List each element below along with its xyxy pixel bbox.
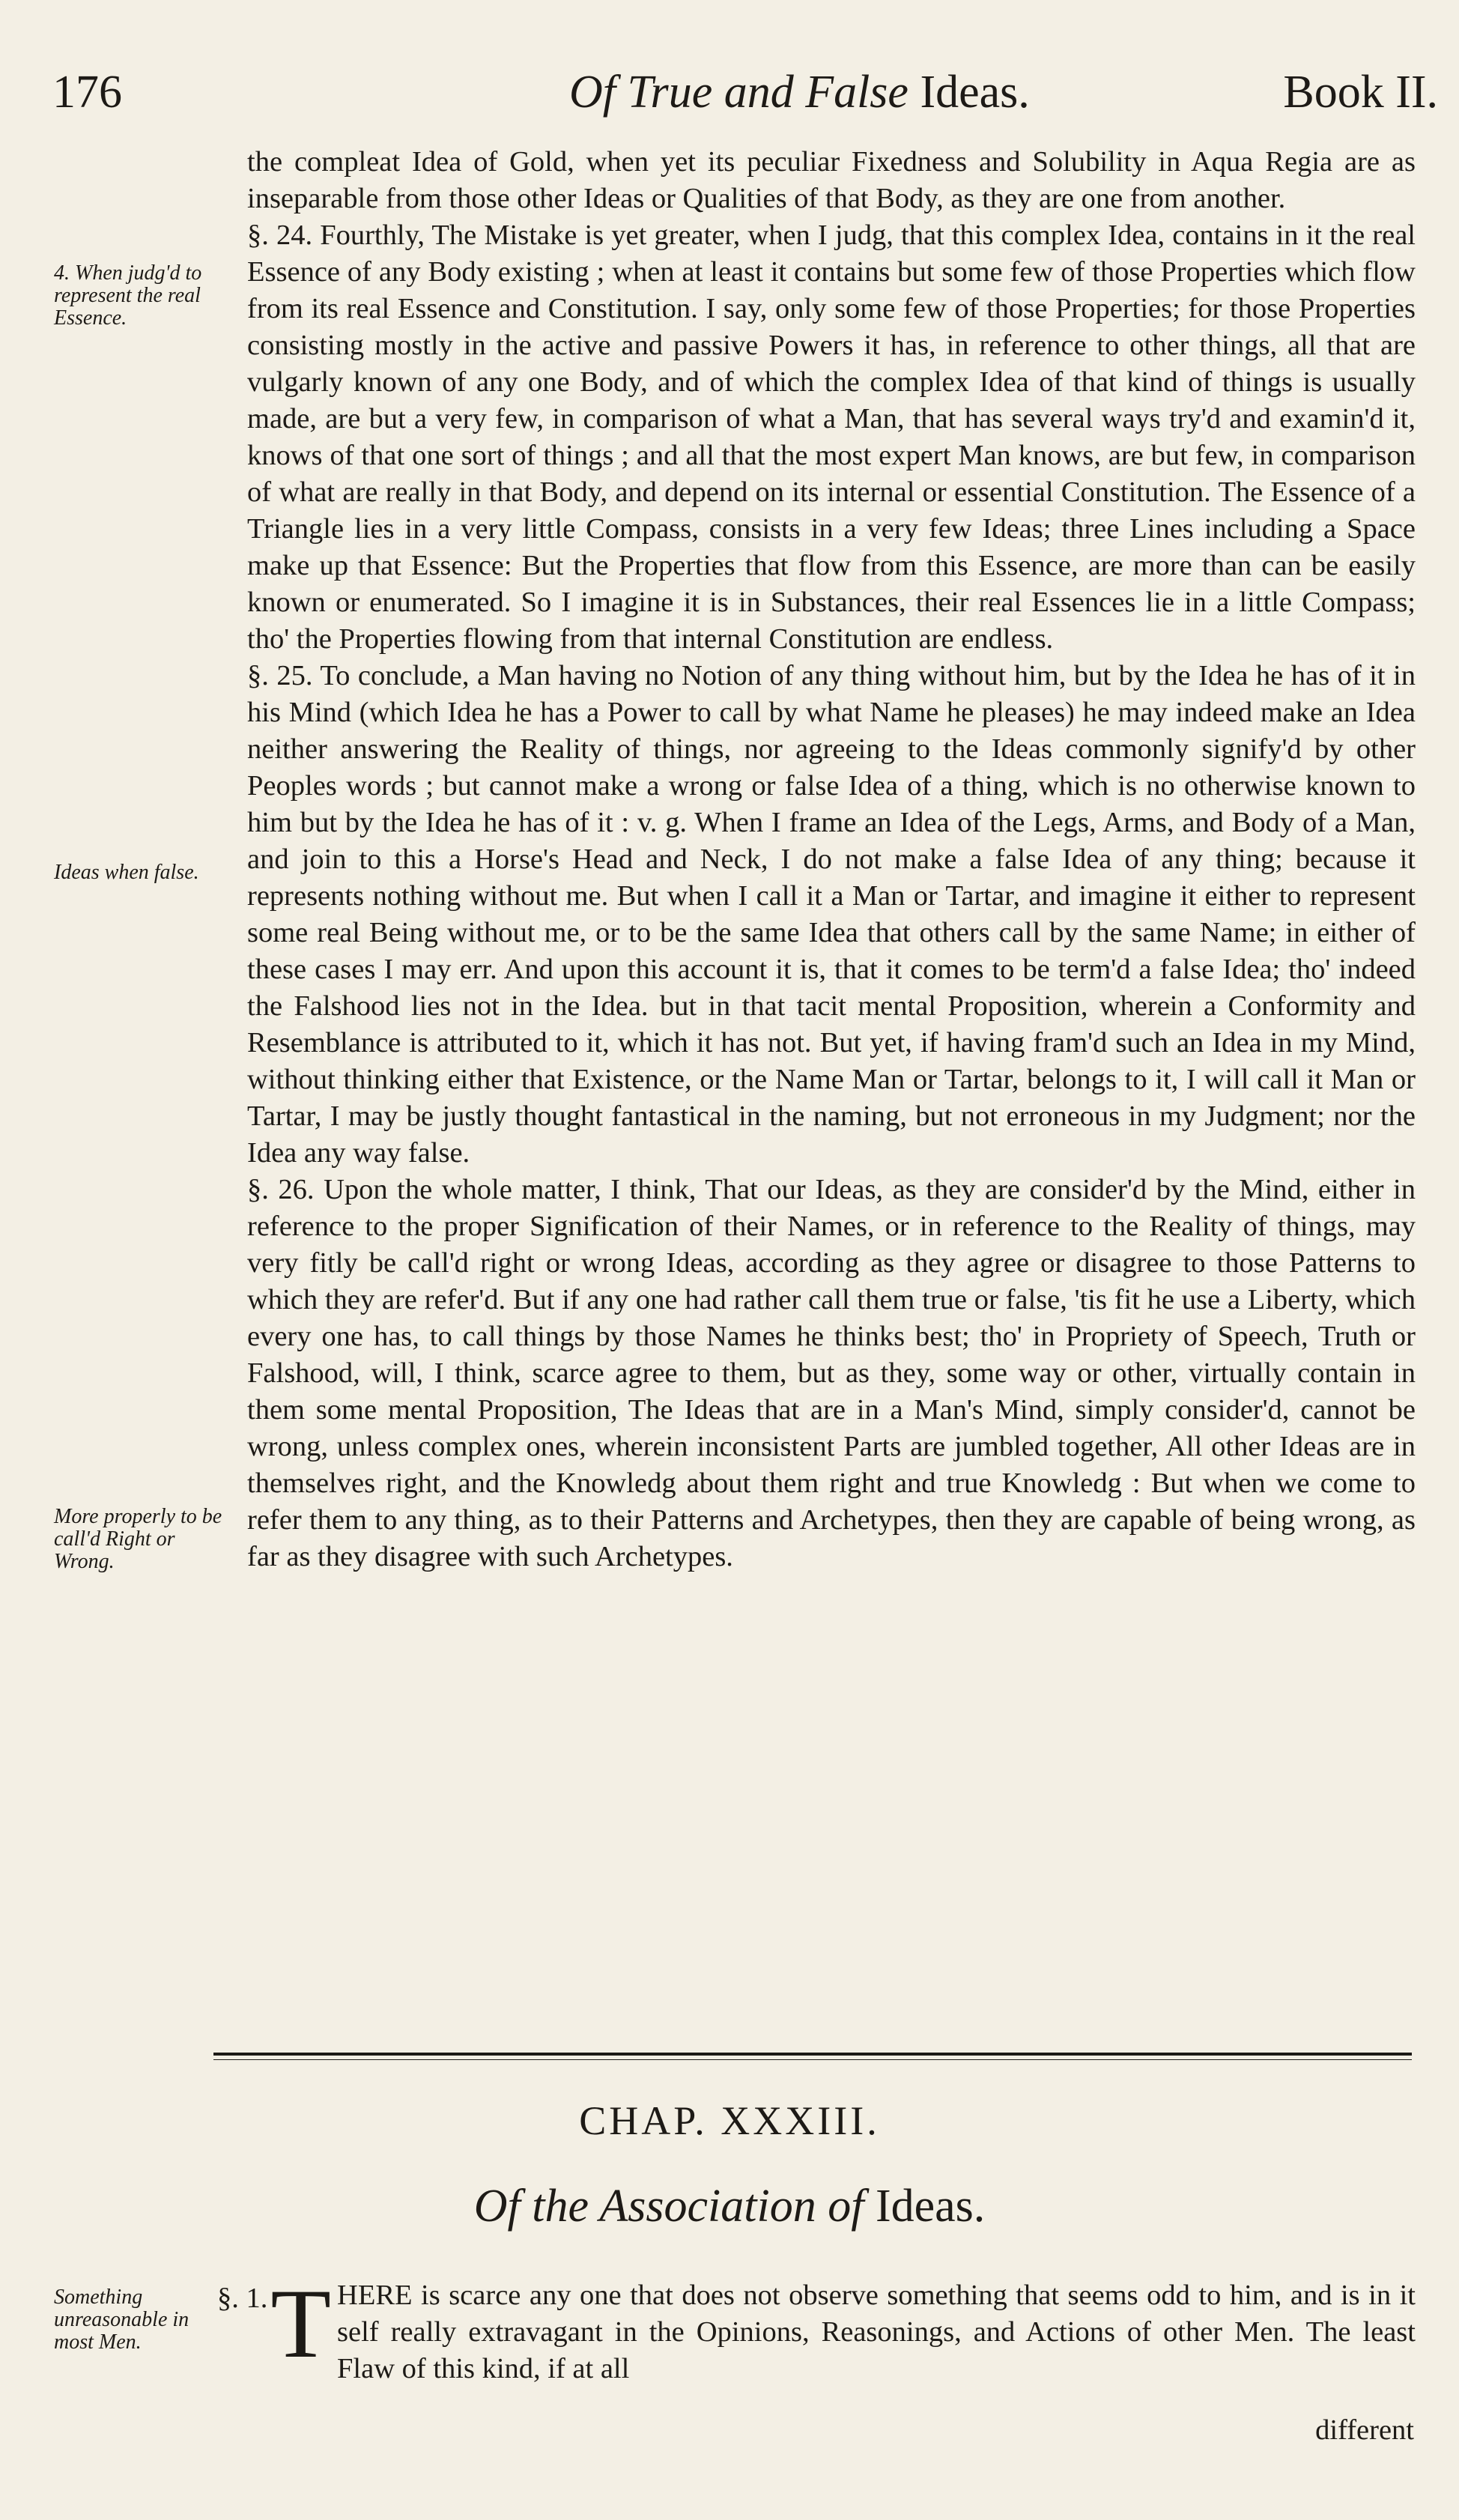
margin-note-unreasonable: Something unreasonable in most Men. — [54, 2286, 189, 2354]
chapter-title: CHAP. XXXIII. — [579, 2098, 880, 2143]
page-number: 176 — [52, 67, 122, 118]
running-title-roman: Ideas. — [908, 67, 1030, 118]
margin-note-right-wrong: More properly to be call'd Right or Wrong. — [54, 1505, 222, 1573]
running-title-italic: Of True and False — [569, 67, 909, 118]
margin-note-essence: 4. When judg'd to represent the real Essence. — [54, 261, 202, 330]
drop-cap: T — [270, 2268, 332, 2378]
chapter-subtitle-italic: Of the Association of — [473, 2181, 864, 2232]
paragraph-continuation: the compleat Idea of Gold, when yet its peculiar Fixedness and Solubility in Aqua Regia are as inseparable from those other Ideas or Qualities of that Body, as they are one from another. — [247, 146, 1416, 214]
section-mark: §. 1. — [217, 2283, 268, 2314]
paragraph-section-25: §. 25. To conclude, a Man having no Notion of any thing without him, but by the Idea he has of it in his Mind (which Idea he has a Power to call by what Name he pleases) he may indeed make an Idea neither answering the Reality of things, nor agreeing to the Ideas commonly signify'd by other Peoples words ; but cannot make a wrong or false Idea of a thing, which is no otherwise known to him but by the Idea he has of it : v. g. When I frame an Idea of the Legs, Arms, and Body of a Man, and join to this a Horse's Head and Neck, I do not make a false Idea of any thing; because it represents nothing without me. But when I call it a Man or Tartar, and imagine it either to represent some real Being without me, or to be the same Idea that others call by the same Name; in either of these cases I may err. And upon this account it is, that it comes to be term'd a false Idea; tho' indeed the Falshood lies not in the Idea. but in that tacit mental Proposition, wherein a Conformity and Resemblance is attributed to it, which it has not. But yet, if having fram'd such an Idea in my Mind, without thinking either that Existence, or the Name Man or Tartar, belongs to it, I will call it Man or Tartar, I may be justly thought fantastical in the naming, but not erroneous in my Judgment; nor the Idea any way false. — [247, 660, 1416, 1169]
paragraph-section-26: §. 26. Upon the whole matter, I think, That our Ideas, as they are consider'd by the Mind, either in reference to the proper Signification of their Names, or in reference to the Reality of things, may very fitly be call'd right or wrong Ideas, according as they agree or disagree to those Patterns to which they are refer'd. But if any one had rather call them true or false, 'tis fit he use a Liberty, which every one has, to call things by those Names he thinks best; tho' in Propriety of Speech, Truth or Falshood, will, I think, scarce agree to them, but as they, some way or other, virtually contain in them some mental Proposition, The Ideas that are in a Man's Mind, simply consider'd, cannot be wrong, unless complex ones, wherein inconsistent Parts are jumbled together, All other Ideas are in themselves right, and the Knowledg about them right and true Knowledg : But when we come to refer them to any thing, as to their Patterns and Archetypes, then they are capable of being wrong, as far as they disagree with such Archetypes. — [247, 1174, 1416, 1572]
chapter-divider-thick — [213, 2053, 1412, 2056]
chapter-subtitle-roman: Ideas. — [864, 2181, 986, 2232]
opening-text: HERE is scarce any one that does not observe something that seems odd to him, and is in it self really extravagant in the Opinions, Reasonings, and Actions of other Men. The least Flaw of this kind, if at all — [337, 2280, 1416, 2384]
page-header — [52, 66, 1438, 133]
running-title — [569, 66, 1030, 119]
chapter-opening-paragraph — [217, 2268, 1416, 2387]
paragraph-section-24: §. 24. Fourthly, The Mistake is yet greater, when I judg, that this complex Idea, contains in it the real Essence of any Body existing ; when at least it contains but some few of those Properties which flow from its real Essence and Constitution. I say, only some few of those Properties; for those Properties consisting mostly in the active and passive Powers it has, in reference to other things, all that are vulgarly known of any one Body, and of which the complex Idea of that kind of things is usually made, are but a very few, in comparison of what a Man, that has several ways try'd and examin'd it, knows of that one sort of things ; and all that the most expert Man knows, are but few, in comparison of what are really in that Body, and depend on its internal or essential Constitution. The Essence of a Triangle lies in a very little Compass, consists in a very few Ideas; three Lines including a Space make up that Essence: But the Properties that flow from this Essence, are more than can be easily known or enumerated. So I imagine it is in Substances, their real Essences lie in a little Compass; tho' the Properties flowing from that internal Constitution are endless. — [247, 219, 1416, 655]
margin-note-false: Ideas when false. — [54, 861, 199, 884]
body-text — [247, 144, 1416, 1575]
book-label: Book II. — [1283, 67, 1438, 118]
chapter-divider-thin — [213, 2059, 1412, 2060]
catchword: different — [1315, 2414, 1414, 2446]
chapter-subtitle — [0, 2180, 1459, 2233]
